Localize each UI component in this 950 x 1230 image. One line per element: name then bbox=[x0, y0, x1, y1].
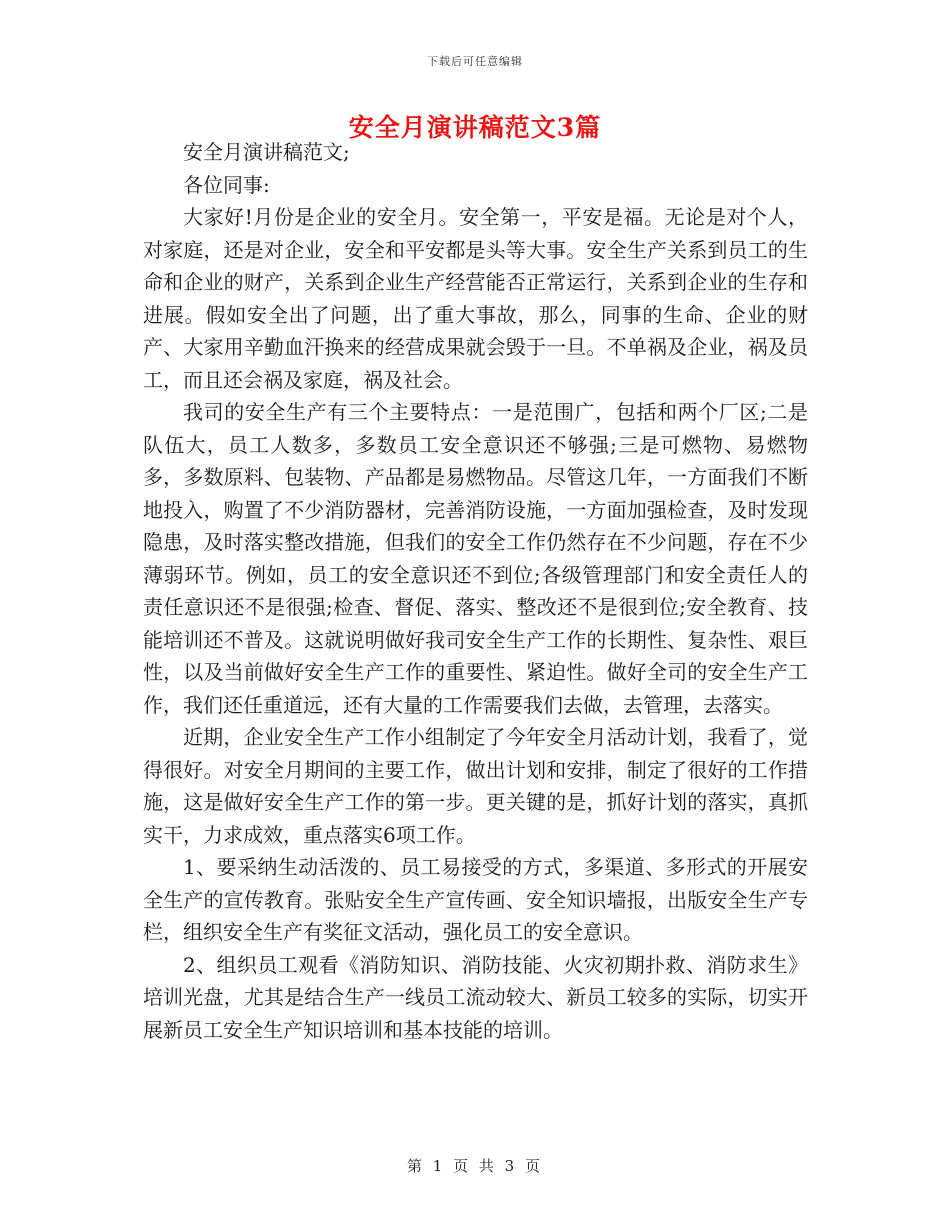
body-paragraph: 我司的安全生产有三个主要特点：一是范围广，包括和两个厂区;二是队伍大，员工人数多，多数员工安全意识还不够强;三是可燃物、易燃物多，多数原料、包装物、产品都是易燃物品。尽管这几年，一方面我们不断地投入，购置了不少消防器材，完善消防设施，一方面加强检查，及时发现隐患，及时落实整改措施，但我们的安全工作仍然存在不少问题，存在不少薄弱环节。例如，员工的安全意识还不到位;各级管理部门和安全责任人的责任意识还不是很强;检查、督促、落实、整改还不是很到位;安全教育、技能培训还不普及。这就说明做好我司安全生产工作的长期性、复杂性、艰巨性，以及当前做好安全生产工作的重要性、紧迫性。做好全司的安全生产工作，我们还任重道远，还有大量的工作需要我们去做，去管理，去落实。 bbox=[143, 400, 808, 717]
salutation-heading: 安全月演讲稿范文; bbox=[183, 140, 350, 164]
salutation: 各位同事: bbox=[183, 172, 270, 197]
document-body bbox=[143, 136, 808, 1046]
body-paragraph: 1、要采纳生动活泼的、员工易接受的方式，多渠道、多形式的开展安全生产的宣传教育。张贴安全生产宣传画、安全知识墙报，出版安全生产专栏，组织安全生产有奖征文活动，强化员工的安全意识。 bbox=[143, 855, 808, 944]
body-paragraph: 2、组织员工观看《消防知识、消防技能、火灾初期扑救、消防求生》培训光盘，尤其是结合生产一线员工流动较大、新员工较多的实际，切实开展新员工安全生产知识培训和基本技能的培训。 bbox=[143, 952, 808, 1042]
header-note: 下载后可任意编辑 bbox=[427, 55, 523, 68]
body-paragraph: 大家好!月份是企业的安全月。安全第一，平安是福。无论是对个人，对家庭，还是对企业，安全和平安都是头等大事。安全生产关系到员工的生命和企业的财产，关系到企业生产经营能否正常运行，关系到企业的生存和进展。假如安全出了问题，出了重大事故，那么，同事的生命、企业的财产、大家用辛勤血汗换来的经营成果就会毁于一旦。不单祸及企业，祸及员工，而且还会祸及家庭，祸及社会。 bbox=[143, 205, 808, 392]
document-title: 安全月演讲稿范文3篇 bbox=[348, 113, 602, 142]
body-paragraph: 近期，企业安全生产工作小组制定了今年安全月活动计划，我看了，觉得很好。对安全月期间的主要工作，做出计划和安排，制定了很好的工作措施，这是做好安全生产工作的第一步。更关键的是，抓好计划的落实，真抓实干，力求成效，重点落实6项工作。 bbox=[143, 725, 808, 847]
page-number-footer: 第 1 页 共 3 页 bbox=[407, 1157, 543, 1175]
